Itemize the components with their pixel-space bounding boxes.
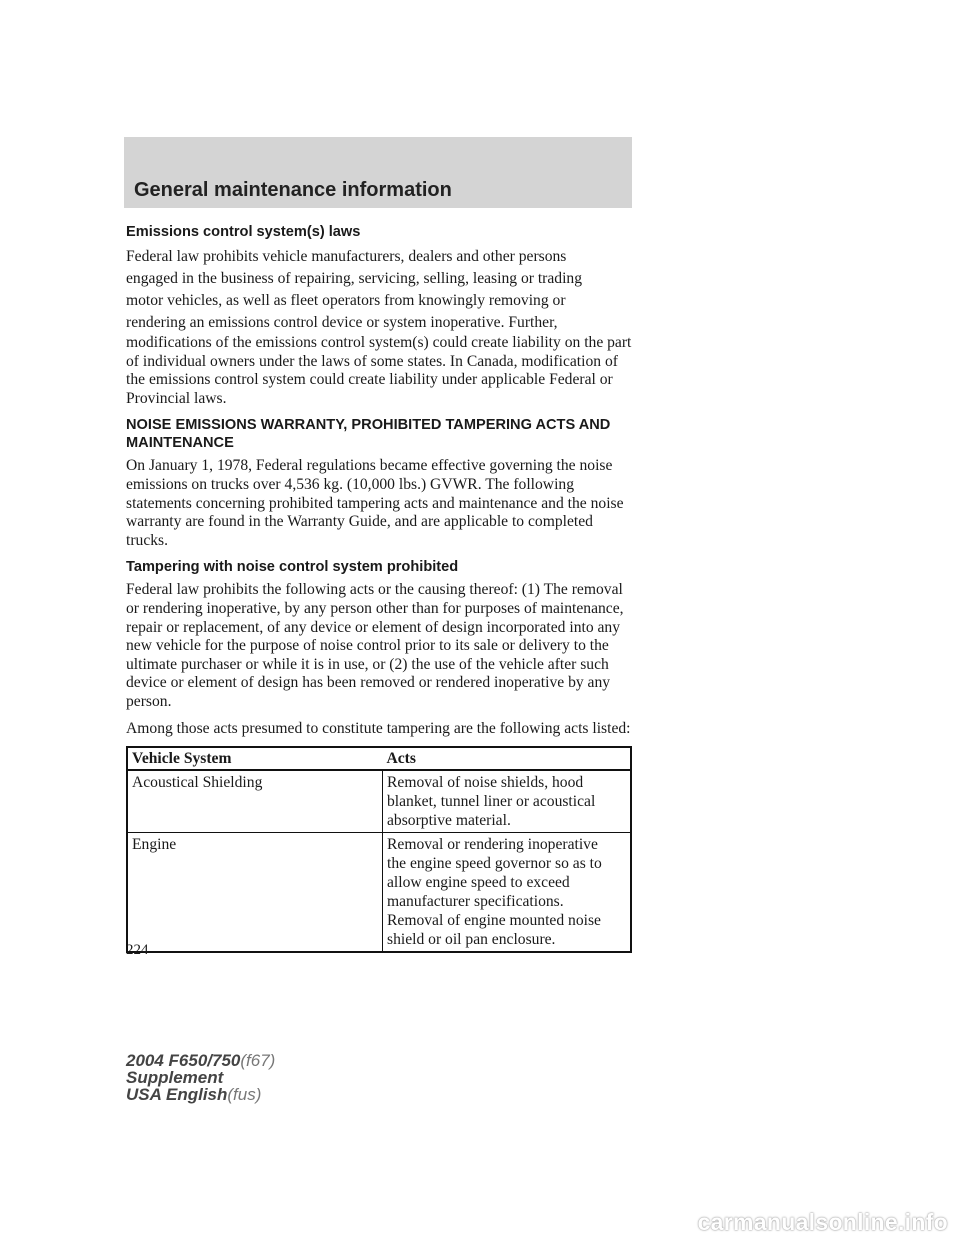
acts-line: Removal of noise shields, hood	[387, 774, 584, 792]
acts-cell	[383, 770, 632, 833]
emissions-heading: Emissions control system(s) laws	[126, 224, 361, 240]
tampering-heading: Tampering with noise control system prohibited	[126, 559, 459, 576]
vehicle-system-cell: Acoustical Shielding	[127, 770, 383, 833]
page-content	[126, 220, 634, 953]
noise-warranty-heading: NOISE EMISSIONS WARRANTY, PROHIBITED TAMPERING ACTS AND MAINTENANCE	[126, 417, 611, 452]
emissions-line: engaged in the business of repairing, servicing, selling, leasing or trading	[126, 270, 583, 287]
acts-cell	[383, 833, 632, 953]
section-header-band	[124, 137, 632, 208]
tampering-acts-table	[126, 746, 632, 953]
column-header-acts: Acts	[383, 747, 632, 770]
emissions-line: Federal law prohibits vehicle manufacturers, dealers and other persons	[126, 248, 567, 265]
footer-language-line	[126, 1086, 275, 1103]
footer-language: USA English	[126, 1085, 228, 1104]
footer-doc-type: Supplement	[126, 1068, 224, 1087]
document-footer	[126, 1052, 275, 1103]
acts-line: blanket, tunnel liner or acoustical	[387, 793, 596, 811]
table-row	[127, 833, 631, 953]
table-header-row	[127, 747, 631, 770]
footer-language-code: (fus)	[227, 1085, 262, 1104]
footer-model-line	[126, 1052, 275, 1069]
footer-model: 2004 F650/750	[126, 1051, 241, 1070]
emissions-line: motor vehicles, as well as fleet operators from knowingly removing or	[126, 292, 566, 309]
acts-line: Removal of engine mounted noise	[387, 912, 601, 930]
tampering-paragraph: Federal law prohibits the following acts or the causing thereof: (1) The removal or rendering inoperative, by any person other than for purposes of maintenance, repair or replacement, of any device or element of design incorporated into any new vehicle for the purpose of noise control prior to its sale or delivery to the ultimate purchaser or while it is in use, or (2) the use of the vehicle after such device or element of design has been removed or rendered inoperative by any person.	[126, 581, 624, 710]
site-watermark: carmanualsonline.info	[697, 1209, 948, 1235]
emissions-line: rendering an emissions control device or system inoperative. Further,	[126, 314, 558, 331]
footer-doc-type-line	[126, 1069, 275, 1086]
vehicle-system-cell: Engine	[127, 833, 383, 953]
column-header-vehicle-system: Vehicle System	[127, 747, 383, 770]
emissions-paragraph	[126, 246, 634, 408]
acts-line: shield or oil pan enclosure.	[387, 931, 556, 949]
noise-warranty-paragraph: On January 1, 1978, Federal regulations became effective governing the noise emissions on trucks over 4,536 kg. (10,000 lbs.) GVWR. The following statements concerning prohibited tampering acts and maintenance and the noise warranty are found in the Warranty Guide, and are applicable to completed trucks.	[126, 457, 624, 549]
acts-line: allow engine speed to exceed	[387, 874, 570, 892]
acts-line: manufacturer specifications.	[387, 893, 564, 911]
acts-line: Removal or rendering inoperative	[387, 836, 598, 854]
acts-line: the engine speed governor so as to	[387, 855, 602, 873]
footer-model-code: (f67)	[240, 1051, 276, 1070]
page-number: 224	[126, 942, 149, 958]
acts-line: absorptive material.	[387, 812, 511, 830]
section-title: General maintenance information	[134, 179, 452, 201]
emissions-text: modifications of the emissions control system(s) could create liability on the part of individual owners under the laws of some states. In Canada, modification of the emissions control system could create liability under applicable Federal or Provincial laws.	[126, 334, 632, 407]
table-row	[127, 770, 631, 833]
tampering-acts-intro: Among those acts presumed to constitute tampering are the following acts listed:	[126, 719, 631, 737]
